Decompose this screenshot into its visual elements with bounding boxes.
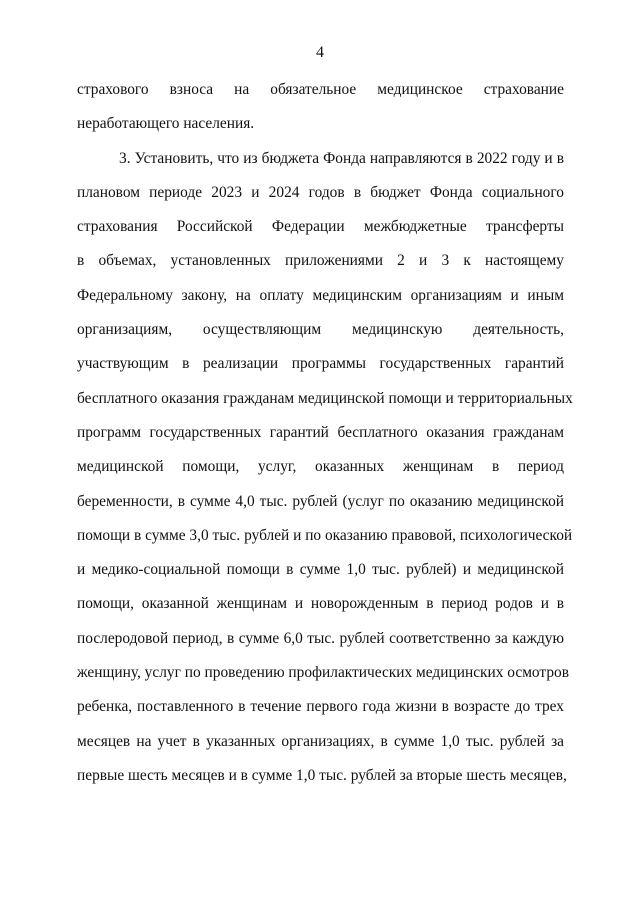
text-line: программ государственных гарантий бесплатного оказания гражданам xyxy=(77,423,564,441)
text-line: медицинской помощи, услуг, оказанных женщинам в период xyxy=(77,458,564,476)
text-line: в объемах, установленных приложениями 2 и 3 к настоящему xyxy=(77,252,564,270)
text-line: женщину, услуг по проведению профилактических медицинских осмотров xyxy=(77,664,569,682)
text-line: послеродовой период, в сумме 6,0 тыс. рублей соответственно за каждую xyxy=(77,629,564,647)
text-line: участвующим в реализации программы государственных гарантий xyxy=(77,355,564,373)
text-line: организациям, осуществляющим медицинскую деятельность, xyxy=(77,321,564,339)
text-line: бесплатного оказания гражданам медицинской помощи и территориальных xyxy=(77,389,573,407)
page-number: 4 xyxy=(316,44,324,61)
paragraph-start-line: 3. Установить, что из бюджета Фонда направляются в 2022 году и в xyxy=(119,149,564,167)
text-line: ребенка, поставленного в течение первого года жизни в возрасте до трех xyxy=(77,698,564,716)
text-line: помощи, оказанной женщинам и новорожденным в период родов и в xyxy=(77,595,564,613)
document-body xyxy=(77,80,573,800)
text-line: плановом периоде 2023 и 2024 годов в бюджет Фонда социального xyxy=(77,183,564,201)
text-line: и медико-социальной помощи в сумме 1,0 тыс. рублей) и медицинской xyxy=(77,561,564,579)
text-line: беременности, в сумме 4,0 тыс. рублей (услуг по оказанию медицинской xyxy=(77,492,564,510)
text-line: Федеральному закону, на оплату медицинским организациям и иным xyxy=(77,286,564,304)
text-line: помощи в сумме 3,0 тыс. рублей и по оказанию правовой, психологической xyxy=(77,526,573,544)
text-line: первые шесть месяцев и в сумме 1,0 тыс. рублей за вторые шесть месяцев, xyxy=(77,766,567,784)
text-line: месяцев на учет в указанных организациях, в сумме 1,0 тыс. рублей за xyxy=(77,732,564,750)
text-line: страхования Российской Федерации межбюджетные трансферты xyxy=(77,218,564,236)
text-line: неработающего населения. xyxy=(77,115,255,133)
text-line: страхового взноса на обязательное медицинское страхование xyxy=(77,81,564,98)
